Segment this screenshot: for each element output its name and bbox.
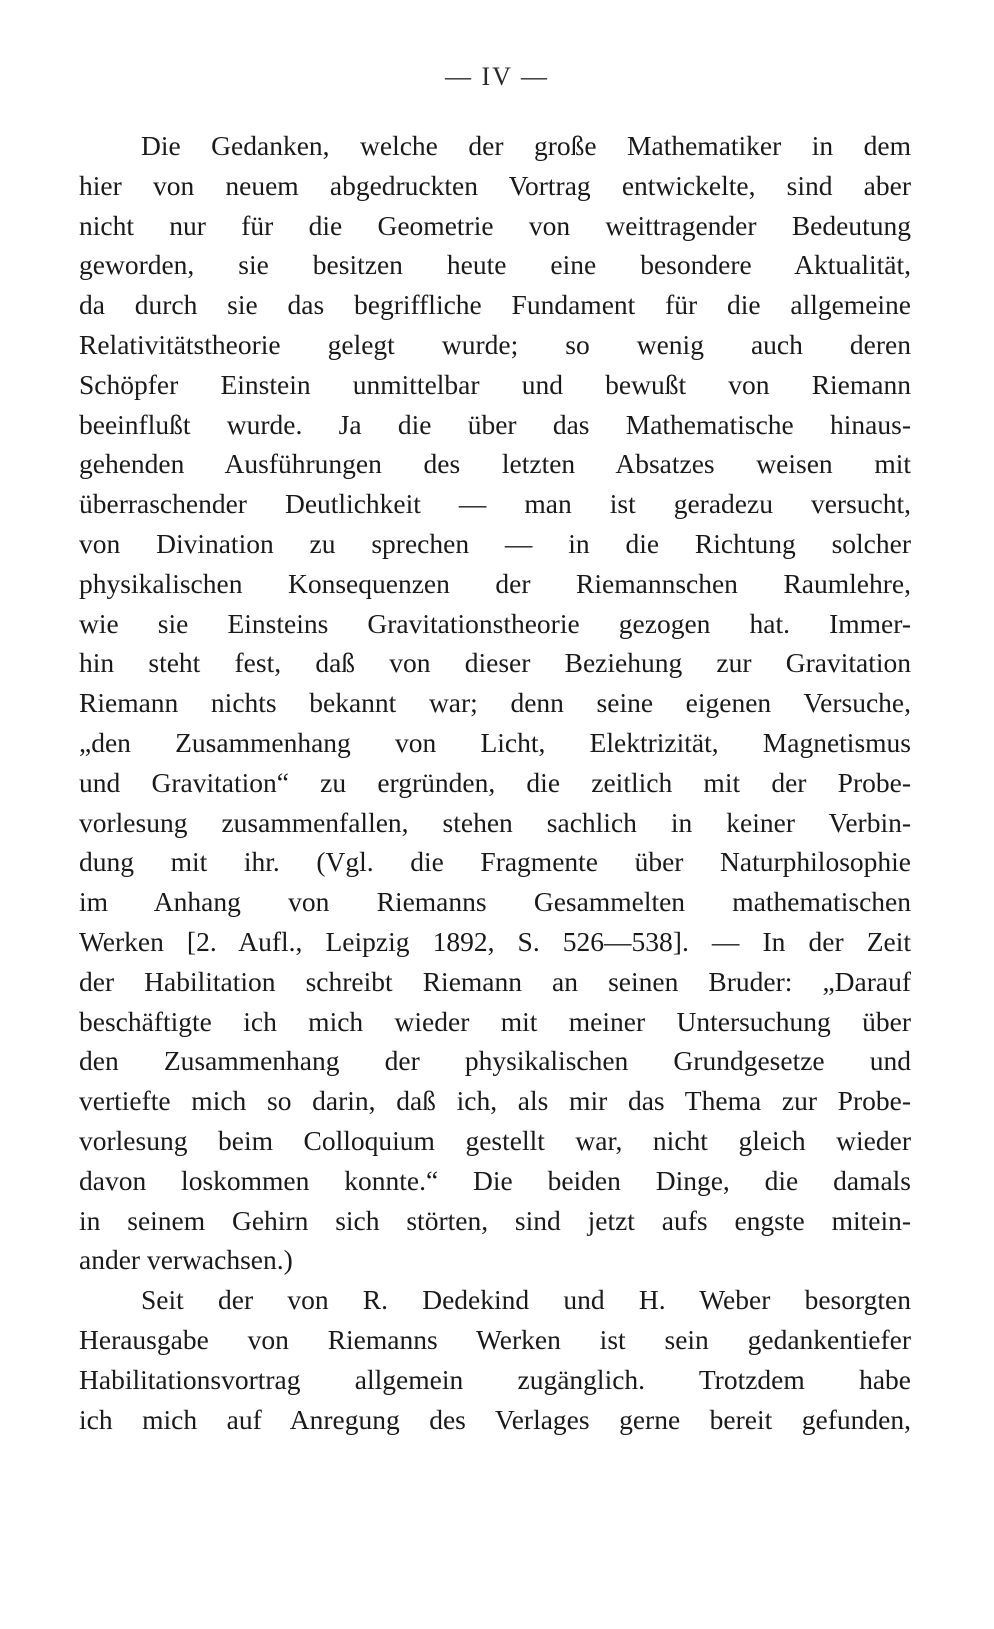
paragraph-2 (79, 1280, 911, 1439)
text-line: dung mit ihr. (Vgl. die Fragmente über Naturphilosophie (79, 846, 911, 878)
text-line: wie sie Einsteins Gravitationstheorie gezogen hat. Immer- (79, 607, 911, 639)
text-line: beeinflußt wurde. Ja die über das Mathematische hinaus- (79, 408, 911, 440)
text-line: „den Zusammenhang von Licht, Elektrizität, Magnetismus (79, 726, 911, 758)
text-line: den Zusammenhang der physikalischen Grundgesetze und (79, 1045, 911, 1077)
text-line: Seit der von R. Dedekind und H. Weber besorgten (141, 1284, 911, 1316)
text-line: Schöpfer Einstein unmittelbar und bewußt von Riemann (79, 368, 911, 400)
text-line: ich mich auf Anregung des Verlages gerne bereit gefunden, (79, 1403, 911, 1435)
text-line: beschäftigte ich mich wieder mit meiner Untersuchung über (79, 1005, 911, 1037)
text-line: gehenden Ausführungen des letzten Absatzes weisen mit (79, 448, 911, 480)
text-line: in seinem Gehirn sich störten, sind jetzt aufs engste mitein- (79, 1204, 911, 1236)
text-line: im Anhang von Riemanns Gesammelten mathematischen (79, 886, 911, 918)
text-line: ander verwachsen.) (79, 1244, 293, 1276)
text-line: davon loskommen konnte.“ Die beiden Dinge, die damals (79, 1164, 911, 1196)
text-line: Habilitationsvortrag allgemein zugänglich. Trotzdem habe (79, 1363, 911, 1395)
text-line: hin steht fest, daß von dieser Beziehung zur Gravitation (79, 647, 911, 679)
text-line: vertiefte mich so darin, daß ich, als mir das Thema zur Probe- (79, 1085, 911, 1117)
text-line: überraschender Deutlichkeit — man ist geradezu versucht, (79, 488, 911, 520)
text-line: von Divination zu sprechen — in die Richtung solcher (79, 527, 911, 559)
text-line: physikalischen Konsequenzen der Riemannschen Raumlehre, (79, 567, 911, 599)
text-line: vorlesung zusammenfallen, stehen sachlich in keiner Verbin- (79, 806, 911, 838)
text-line: der Habilitation schreibt Riemann an seinen Bruder: „Darauf (79, 965, 911, 997)
text-line: Relativitätstheorie gelegt wurde; so wenig auch deren (79, 328, 911, 360)
text-line: nicht nur für die Geometrie von weittragender Bedeutung (79, 209, 911, 241)
body-text (79, 126, 911, 1439)
text-line: vorlesung beim Colloquium gestellt war, nicht gleich wieder (79, 1124, 911, 1156)
text-line: Die Gedanken, welche der große Mathematiker in dem (141, 130, 911, 161)
text-line: Herausgabe von Riemanns Werken ist sein gedankentiefer (79, 1323, 911, 1355)
text-line: Riemann nichts bekannt war; denn seine eigenen Versuche, (79, 687, 911, 719)
text-line: da durch sie das begriffliche Fundament für die allgemeine (79, 289, 911, 321)
text-line: Werken [2. Aufl., Leipzig 1892, S. 526—538]. — In der Zeit (79, 925, 911, 957)
text-line: hier von neuem abgedruckten Vortrag entwickelte, sind aber (79, 169, 911, 201)
text-line: und Gravitation“ zu ergründen, die zeitlich mit der Probe- (79, 766, 911, 798)
page-number: — IV — (445, 62, 549, 91)
text-line: geworden, sie besitzen heute eine besondere Aktualität, (79, 249, 911, 281)
paragraph-1 (79, 126, 911, 1280)
